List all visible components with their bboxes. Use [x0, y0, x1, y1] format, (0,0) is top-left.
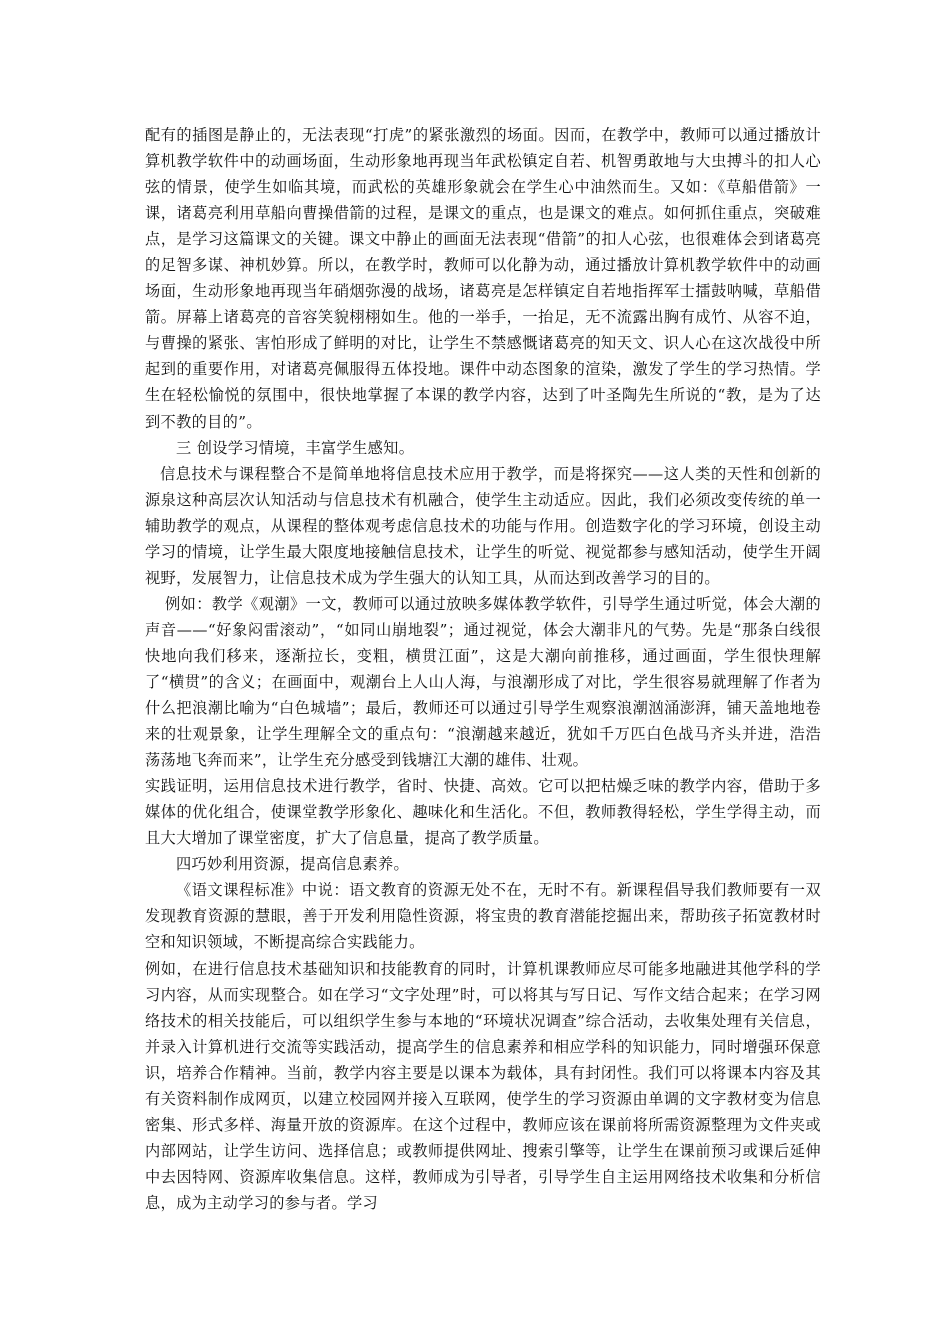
section-heading-3: 三 创设学习情境，丰富学生感知。	[176, 438, 415, 457]
paragraph-example-integration: 例如，在进行信息技术基础知识和技能教育的同时，计算机课教师应尽可能多地融进其他学科的学习内容，从而实现整合。如在学习“文字处理”时，可以将其与写日记、写作文结合起来；在学习网络技术的相关技能后，可以组织学生参与本地的“环境状况调查”综合活动，去收集处理有关信息，并录入计算机进行交流等实践活动，提高学生的信息素养和相应学科的知识能力，同时增强环保意识，培养合作精神。当前，教学内容主要是以课本为载体，具有封闭性。我们可以将课本内容及其有关资料制作成网页，以建立校园网并接入互联网，使学生的学习资源由单调的文字教材变为信息密集、形式多样、海量开放的资源库。在这个过程中，教师应该在课前将所需资源整理为文件夹或内部网站，让学生访问、选择信息；或教师提供网址、搜索引擎等，让学生在课前预习或课后延伸中去因特网、资源库收集信息。这样，教师成为引导者，引导学生自主运用网络技术收集和分析信息，成为主动学习的参与者。学习	[145, 959, 821, 1212]
section-heading-4: 四巧妙利用资源，提高信息素养。	[176, 855, 410, 874]
paragraph-practice-proof: 实践证明，运用信息技术进行教学，省时、快捷、高效。它可以把枯燥乏味的教学内容，借助于多媒体的优化组合，使课堂教学形象化、趣味化和生活化。不但，教师教得轻松，学生学得主动，而且大大增加了课堂密度，扩大了信息量，提高了教学质量。	[145, 777, 821, 848]
paragraph-integration: 信息技术与课程整合不是简单地将信息技术应用于教学，而是将探究——这人类的天性和创新的源泉这种高层次认知活动与信息技术有机融合，使学生主动适应。因此，我们必须改变传统的单一辅助教学的观点，从课程的整体观考虑信息技术的功能与作用。创造数字化的学习环境，创设主动学习的情境，让学生最大限度地接触信息技术，让学生的听觉、视觉都参与感知活动，使学生开阔视野，发展智力，让信息技术成为学生强大的认知工具，从而达到改善学习的目的。	[145, 464, 821, 587]
paragraph-example-guanchao: 例如：教学《观潮》一文，教师可以通过放映多媒体教学软件，引导学生通过听觉，体会大潮的声音——“好象闷雷滚动”，“如同山崩地裂”；通过视觉，体会大潮非凡的气势。先是“那条白线很快地向我们移来，逐渐拉长，变粗，横贯江面”，这是大潮向前推移，通过画面，学生很快理解了“横贯”的含义；在画面中，观潮台上人山人海，与浪潮形成了对比，学生很容易就理解了作者为什么把浪潮比喻为“白色城墙”；最后，教师还可以通过引导学生观察浪潮汹涌澎湃，铺天盖地地卷来的壮观景象，让学生理解全文的重点句：“浪潮越来越近，犹如千万匹白色战马齐头并进，浩浩荡荡地飞奔而来”，让学生充分感受到钱塘江大潮的雄伟、壮观。	[145, 594, 821, 770]
paragraph-curriculum-standard: 《语文课程标准》中说：语文教育的资源无处不在，无时不有。新课程倡导我们教师要有一双发现教育资源的慧眼，善于开发利用隐性资源，将宝贵的教育潜能挖掘出来，帮助孩子拓宽教材时空和知识领域，不断提高综合实践能力。	[145, 881, 821, 952]
document-page	[145, 122, 821, 1216]
paragraph-continuation: 配有的插图是静止的，无法表现“打虎”的紧张激烈的场面。因而，在教学中，教师可以通过播放计算机教学软件中的动画场面，生动形象地再现当年武松镇定自若、机智勇敢地与大虫搏斗的扣人心弦的情景，使学生如临其境，而武松的英雄形象就会在学生心中油然而生。又如：《草船借箭》一课，诸葛亮利用草船向曹操借箭的过程，是课文的重点，也是课文的难点。如何抓住重点，突破难点，是学习这篇课文的关键。课文中静止的画面无法表现“借箭”的扣人心弦，也很难体会到诸葛亮的足智多谋、神机妙算。所以，在教学时，教师可以化静为动，通过播放计算机教学软件中的动画场面，生动形象地再现当年硝烟弥漫的战场，诸葛亮是怎样镇定自若地指挥军士擂鼓呐喊，草船借箭。屏幕上诸葛亮的音容笑貌栩栩如生。他的一举手，一抬足，无不流露出胸有成竹、从容不迫，与曹操的紧张、害怕形成了鲜明的对比，让学生不禁感慨诸葛亮的知天文、识人心在这次战役中所起到的重要作用，对诸葛亮佩服得五体投地。课件中动态图象的渲染，激发了学生的学习热情。学生在轻松愉悦的氛围中，很快地掌握了本课的教学内容，达到了叶圣陶先生所说的“教，是为了达到不教的目的”。	[145, 126, 821, 431]
